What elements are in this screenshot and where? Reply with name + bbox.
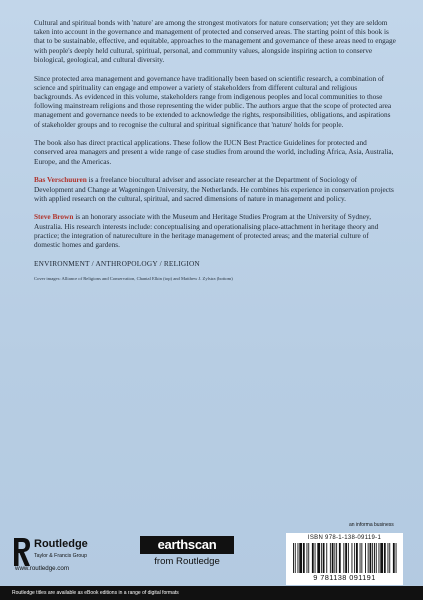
author-name-1: Bas Verschuuren (34, 175, 87, 185)
earthscan-wordmark: earthscan (140, 536, 234, 554)
author-bio-1 (34, 175, 396, 203)
blurb-paragraph-1: Cultural and spiritual bonds with 'nature' are among the strongest motivators for nature conservation; yet they are seldom taken into account in the governance and management of protected and conserved areas. The starting point of this book is that to be sustainable, effective, and equitable, approaches to the management and governance of these areas need to engage with people's deeply held cultural, spiritual, personal, and community values, alongside inspiring action to conserve biological, geological, and cultural diversity. (34, 18, 396, 64)
earthscan-from-routledge: from Routledge (154, 556, 220, 567)
routledge-name: Routledge (34, 538, 88, 550)
barcode-panel (286, 533, 403, 585)
informa-business-tag: an informa business (349, 522, 394, 528)
isbn-number: ISBN 978-1-138-09119-1 (307, 535, 382, 541)
routledge-group: Taylor & Francis Group (34, 553, 88, 559)
blurb-paragraph-2: Since protected area management and governance have traditionally been based on scientific research, a combination of science and spirituality can engage and empower a variety of stakeholders from different cultural and religious backgrounds. As evidenced in this volume, stakeholders range from indigenous peoples and local communities to those following mainstream religions and those representing the wider public. The authors argue that the scope of protected area management and governance needs to be extended to acknowledge the rights, responsibilities, obligations, and aspirations of stakeholder groups and to recognise the cultural and spiritual significance that 'nature' holds for people. (34, 73, 392, 129)
author-bio-text-1: is a freelance biocultural adviser and associate researcher at the Department of Sociology of Development and Change at Wageningen University, the Netherlands. He combines his experience in conservation projects with applied research on the cultural, spiritual, and sacred dimensions of nature in management and policy. (34, 175, 394, 203)
barcode-icon (291, 543, 398, 573)
blurb-paragraph-3: The book also has direct practical applications. These follow the IUCN Best Practice Guidelines for protected and conserved area managers and present a wide range of case studies from around the world, including Africa, Asia, Australia, Europe, and the Americas. (34, 138, 394, 166)
barcode-digits: 9 781138 091191 (313, 573, 376, 582)
ebook-availability-note: Routledge titles are available as eBook editions in a range of digital formats (12, 590, 179, 596)
author-bio-2 (34, 212, 396, 249)
footer-bar (0, 586, 423, 600)
author-bio-text-2: is an honorary associate with the Museum and Heritage Studies Program at the University of Sydney, Australia. His research interests include: conceptualising and operationalising place-attachment in heritage theory and practice; the integration of natureculture in the heritage management of protected areas; and the material culture of domestic homes and gardens. (34, 212, 379, 250)
routledge-logo (12, 534, 122, 578)
cover-image-credits: Cover images: Alliance of Religions and Conservation, Chantal Elkin (top) and Matthew J. Zylstra (bottom) (34, 275, 233, 281)
blurb-block (34, 18, 396, 282)
routledge-url: www.routledge.com (15, 565, 69, 572)
subject-categories: ENVIRONMENT / ANTHROPOLOGY / RELIGION (34, 258, 200, 268)
earthscan-logo (140, 534, 240, 578)
author-name-2: Steve Brown (34, 212, 74, 222)
